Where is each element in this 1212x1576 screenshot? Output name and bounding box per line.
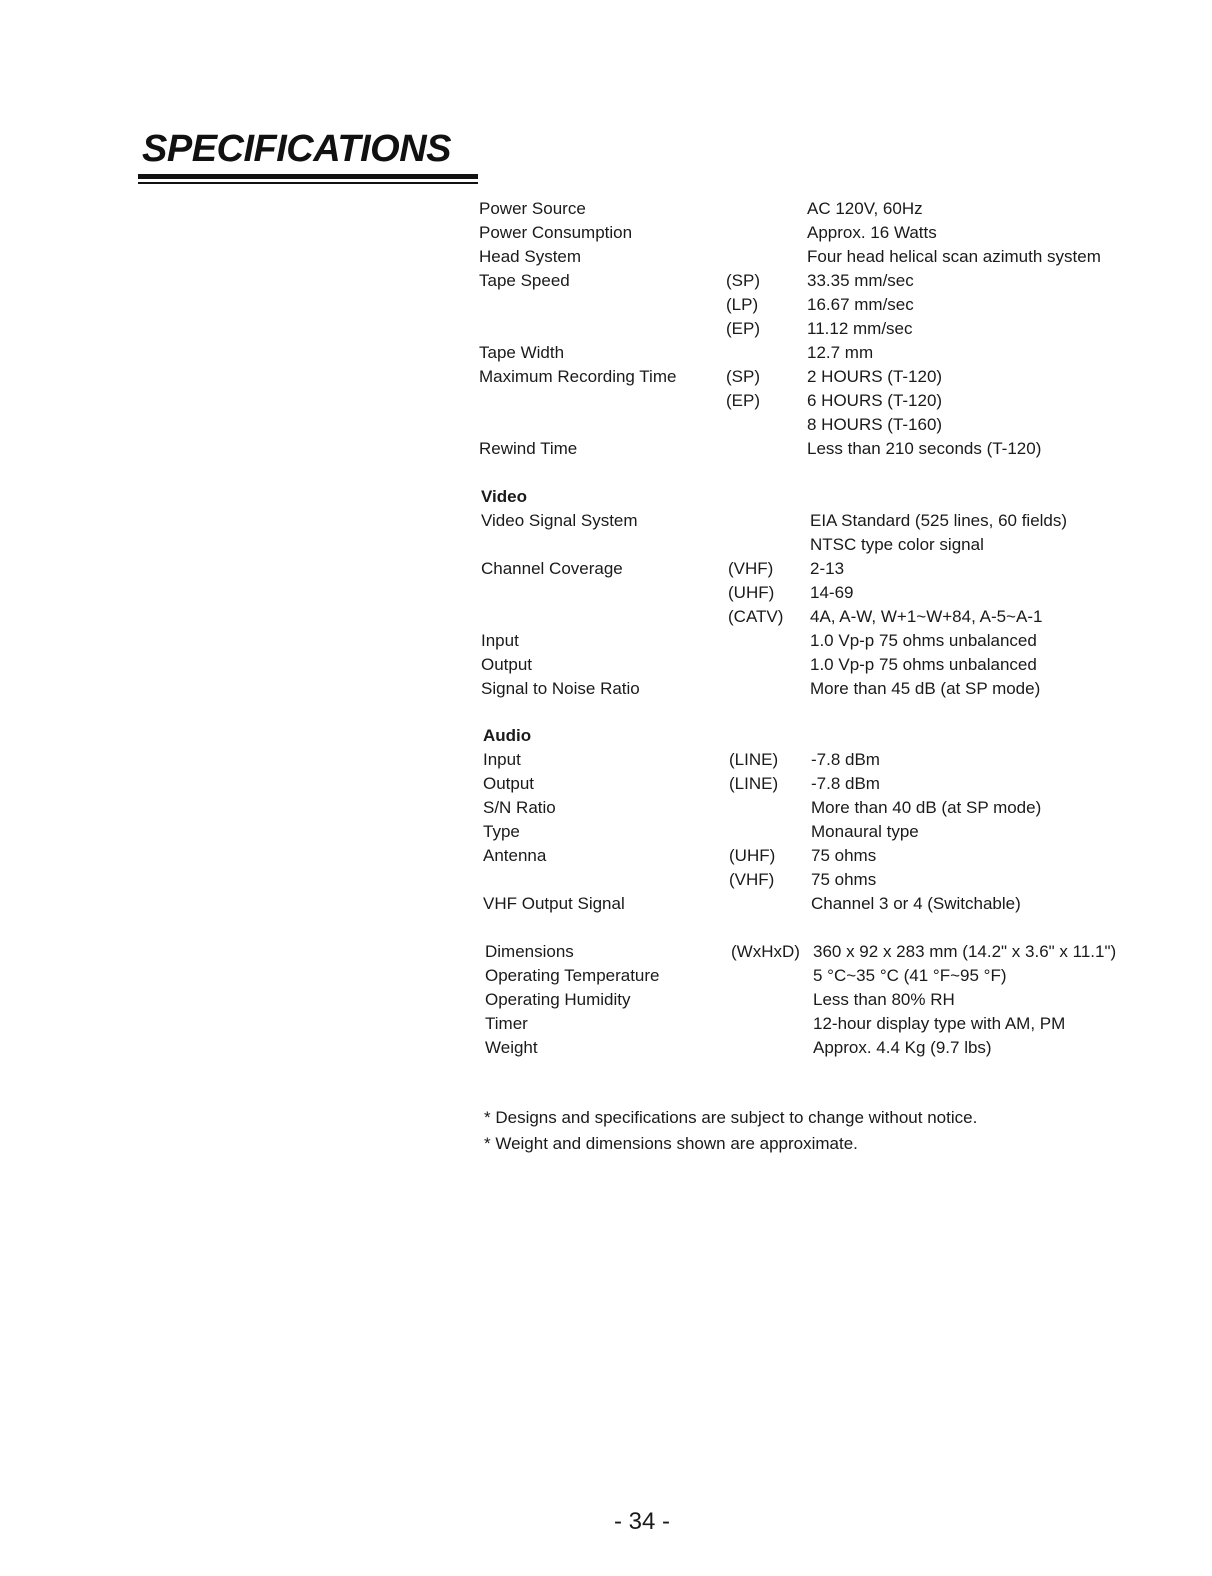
spec-label: S/N Ratio	[483, 798, 556, 817]
spec-value: 8 HOURS (T-160)	[807, 415, 943, 434]
spec-mode: (LP)	[726, 295, 759, 314]
spec-label: Timer	[485, 1014, 528, 1033]
spec-value: Monaural type	[811, 822, 919, 841]
spec-value: -7.8 dBm	[811, 750, 880, 769]
spec-mode: (UHF)	[728, 583, 775, 602]
title-underline-thin	[138, 182, 478, 184]
spec-value: 75 ohms	[811, 846, 877, 865]
section-heading: Video	[481, 487, 527, 506]
spec-mode: (EP)	[726, 319, 760, 338]
spec-label: Type	[483, 822, 520, 841]
spec-value: 6 HOURS (T-120)	[807, 391, 943, 410]
spec-value: 2-13	[810, 559, 845, 578]
footnotes	[484, 1105, 977, 1157]
spec-label: Input	[483, 750, 521, 769]
spec-mode: (VHF)	[728, 559, 774, 578]
spec-value: 5 °C~35 °C (41 °F~95 °F)	[813, 966, 1007, 985]
page-title: SPECIFICATIONS	[142, 128, 451, 170]
spec-mode: (SP)	[726, 367, 760, 386]
spec-value: 75 ohms	[811, 870, 877, 889]
spec-value: 33.35 mm/sec	[807, 271, 914, 290]
spec-value: 2 HOURS (T-120)	[807, 367, 943, 386]
spec-label: Dimensions	[485, 942, 574, 961]
footnote: * Weight and dimensions shown are approximate.	[484, 1134, 858, 1153]
spec-mode: (VHF)	[729, 870, 775, 889]
page-number: - 34 -	[614, 1508, 671, 1535]
section-heading: Audio	[483, 726, 532, 745]
spec-value: -7.8 dBm	[811, 774, 880, 793]
spec-value: 11.12 mm/sec	[807, 319, 913, 338]
spec-value: Less than 210 seconds (T-120)	[807, 439, 1042, 458]
spec-value: 16.67 mm/sec	[807, 295, 914, 314]
spec-value: 360 x 92 x 283 mm (14.2" x 3.6" x 11.1")	[813, 942, 1117, 961]
spec-label: Antenna	[483, 846, 547, 865]
spec-value: 1.0 Vp-p 75 ohms unbalanced	[810, 655, 1037, 674]
spec-value: EIA Standard (525 lines, 60 fields)	[810, 511, 1068, 530]
spec-value: 12.7 mm	[807, 343, 874, 362]
spec-value: Less than 80% RH	[813, 990, 955, 1009]
spec-label: Operating Humidity	[485, 990, 631, 1009]
spec-label: Output	[481, 655, 533, 674]
spec-mode: (LINE)	[729, 750, 779, 769]
spec-label: Rewind Time	[479, 439, 578, 458]
spec-mode: (SP)	[726, 271, 760, 290]
spec-mode: (WxHxD)	[731, 942, 800, 961]
spec-value: Four head helical scan azimuth system	[807, 247, 1101, 266]
spec-label: Operating Temperature	[485, 966, 660, 985]
spec-label: Power Source	[479, 199, 586, 218]
spec-value: 12-hour display type with AM, PM	[813, 1014, 1066, 1033]
spec-label: Power Consumption	[479, 223, 633, 242]
title-underline-thick	[138, 174, 478, 179]
footnote: * Designs and specifications are subject to change without notice.	[484, 1108, 978, 1127]
spec-value: NTSC type color signal	[810, 535, 984, 554]
spec-label: VHF Output Signal	[483, 894, 625, 913]
spec-label: Output	[483, 774, 535, 793]
spec-value: 1.0 Vp-p 75 ohms unbalanced	[810, 631, 1037, 650]
spec-mode: (EP)	[726, 391, 760, 410]
spec-label: Input	[481, 631, 519, 650]
spec-label: Tape Width	[479, 343, 565, 362]
spec-value: AC 120V, 60Hz	[807, 199, 923, 218]
spec-label: Weight	[485, 1038, 538, 1057]
spec-label: Head System	[479, 247, 582, 266]
spec-label: Video Signal System	[481, 511, 638, 530]
spec-value: Approx. 4.4 Kg (9.7 lbs)	[813, 1038, 992, 1057]
spec-value: More than 45 dB (at SP mode)	[810, 679, 1041, 698]
spec-label: Signal to Noise Ratio	[481, 679, 640, 698]
spec-value: Approx. 16 Watts	[807, 223, 937, 242]
spec-value: More than 40 dB (at SP mode)	[811, 798, 1042, 817]
spec-mode: (CATV)	[728, 607, 784, 626]
spec-value: 4A, A-W, W+1~W+84, A-5~A-1	[810, 607, 1043, 626]
spec-label: Channel Coverage	[481, 559, 623, 578]
spec-label: Maximum Recording Time	[479, 367, 677, 386]
spec-value: Channel 3 or 4 (Switchable)	[811, 894, 1021, 913]
spec-value: 14-69	[810, 583, 854, 602]
spec-mode: (UHF)	[729, 846, 776, 865]
spec-mode: (LINE)	[729, 774, 779, 793]
spec-label: Tape Speed	[479, 271, 570, 290]
